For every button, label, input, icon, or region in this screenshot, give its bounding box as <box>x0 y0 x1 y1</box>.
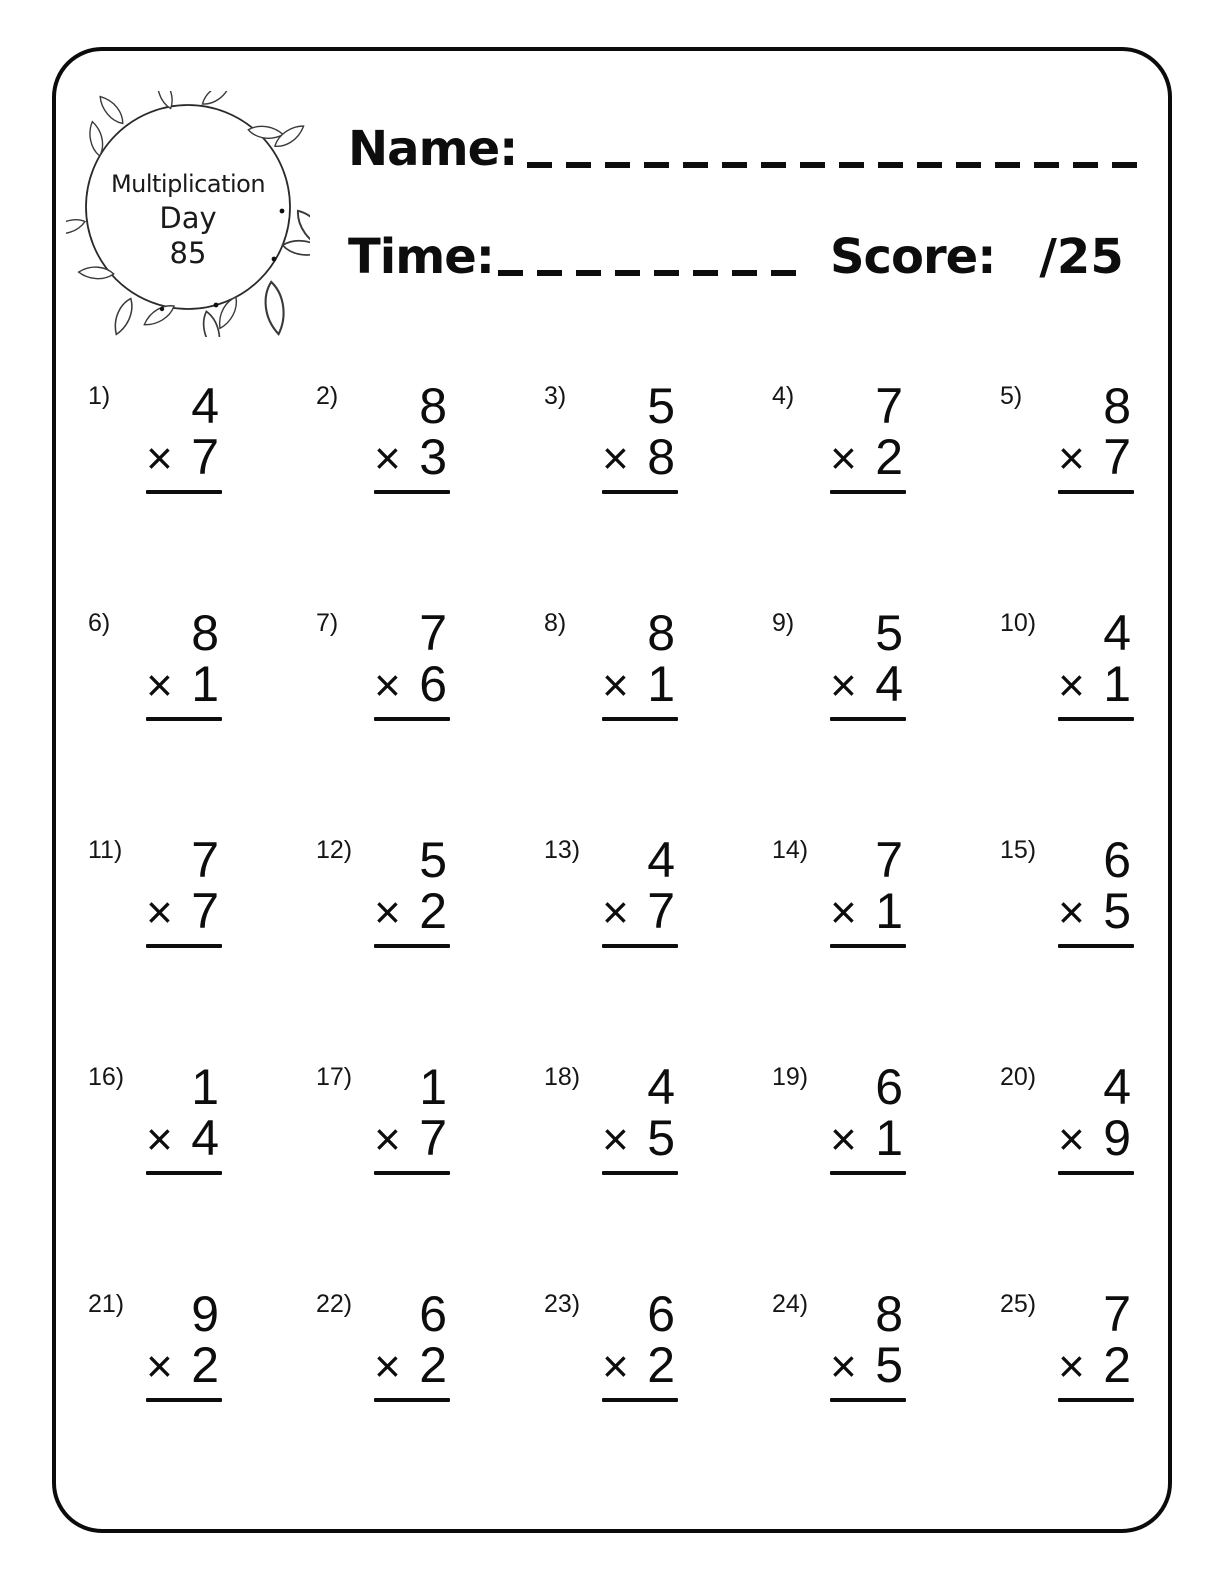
problems-grid <box>75 367 1215 1502</box>
multiplicand: 5 <box>419 832 447 888</box>
problem <box>602 832 678 948</box>
multiplier: 5 <box>1103 883 1131 939</box>
problem <box>830 605 906 721</box>
problem <box>830 1286 906 1402</box>
multiplicand: 7 <box>191 832 219 888</box>
multiply-icon: × <box>602 886 629 938</box>
problem-number: 22) <box>316 1290 353 1318</box>
multiplicand: 7 <box>419 605 447 661</box>
multiplicand: 4 <box>647 1059 675 1115</box>
multiplier: 8 <box>647 429 675 485</box>
problem-number: 4) <box>772 382 795 410</box>
answer-line <box>374 490 450 494</box>
problem-number: 14) <box>772 836 809 864</box>
multiplier: 2 <box>1103 1337 1131 1393</box>
problem-cell <box>75 1048 303 1275</box>
multiply-icon: × <box>602 1340 629 1392</box>
multiplier: 4 <box>191 1110 219 1166</box>
problem-number: 2) <box>316 382 339 410</box>
multiply-icon: × <box>146 1340 173 1392</box>
multiplier: 1 <box>1103 656 1131 712</box>
time-blank-line <box>498 270 804 276</box>
problem-number: 1) <box>88 382 111 410</box>
problem <box>830 832 906 948</box>
time-label: Time: <box>348 229 494 285</box>
answer-line <box>602 1398 678 1402</box>
multiplicand: 8 <box>419 378 447 434</box>
problem-cell <box>987 1048 1215 1275</box>
answer-line <box>146 1398 222 1402</box>
answer-line <box>1058 1171 1134 1175</box>
problem-number: 3) <box>544 382 567 410</box>
problem <box>602 605 678 721</box>
multiplier: 5 <box>875 1337 903 1393</box>
answer-line <box>1058 944 1134 948</box>
multiplicand: 8 <box>1103 378 1131 434</box>
multiplicand: 8 <box>875 1286 903 1342</box>
answer-line <box>830 1398 906 1402</box>
multiply-icon: × <box>1058 659 1085 711</box>
multiplier: 1 <box>191 656 219 712</box>
problem <box>374 605 450 721</box>
multiplicand: 4 <box>191 378 219 434</box>
problem <box>146 1059 222 1175</box>
answer-line <box>602 717 678 721</box>
multiply-icon: × <box>374 886 401 938</box>
problem-cell <box>75 594 303 821</box>
problem-number: 20) <box>1000 1063 1037 1091</box>
problem-number: 19) <box>772 1063 809 1091</box>
multiplier: 1 <box>875 883 903 939</box>
problem-cell <box>531 1275 759 1502</box>
problem <box>374 1059 450 1175</box>
name-field-row <box>348 121 1150 177</box>
score-label: Score: <box>829 229 996 285</box>
multiplier: 2 <box>647 1337 675 1393</box>
multiplier: 7 <box>419 1110 447 1166</box>
multiplier: 3 <box>419 429 447 485</box>
multiply-icon: × <box>146 1113 173 1165</box>
multiply-icon: × <box>1058 1113 1085 1165</box>
multiply-icon: × <box>374 432 401 484</box>
problem-cell <box>303 367 531 594</box>
answer-line <box>374 944 450 948</box>
multiplier: 1 <box>647 656 675 712</box>
multiplicand: 7 <box>875 832 903 888</box>
multiplicand: 9 <box>191 1286 219 1342</box>
problem-number: 17) <box>316 1063 353 1091</box>
problem-number: 13) <box>544 836 581 864</box>
problem-number: 5) <box>1000 382 1023 410</box>
problem-cell <box>531 1048 759 1275</box>
multiplicand: 4 <box>1103 1059 1131 1115</box>
multiply-icon: × <box>374 1113 401 1165</box>
multiplicand: 7 <box>1103 1286 1131 1342</box>
answer-line <box>830 717 906 721</box>
problem-number: 6) <box>88 609 111 637</box>
problem-cell <box>759 821 987 1048</box>
logo-number: 85 <box>169 236 207 270</box>
multiply-icon: × <box>602 1113 629 1165</box>
answer-line <box>830 490 906 494</box>
multiplicand: 8 <box>191 605 219 661</box>
multiplier: 5 <box>647 1110 675 1166</box>
problem-cell <box>987 594 1215 821</box>
multiply-icon: × <box>146 432 173 484</box>
name-blank-line <box>527 162 1150 168</box>
problem-number: 16) <box>88 1063 125 1091</box>
problem <box>830 378 906 494</box>
problem <box>602 1286 678 1402</box>
problem-cell <box>531 367 759 594</box>
answer-line <box>374 717 450 721</box>
multiplier: 7 <box>647 883 675 939</box>
multiplier: 4 <box>875 656 903 712</box>
multiply-icon: × <box>830 659 857 711</box>
problem-number: 24) <box>772 1290 809 1318</box>
problem-cell <box>75 367 303 594</box>
multiply-icon: × <box>830 1113 857 1165</box>
answer-line <box>146 1171 222 1175</box>
problem-number: 25) <box>1000 1290 1037 1318</box>
multiply-icon: × <box>830 432 857 484</box>
multiply-icon: × <box>830 1340 857 1392</box>
multiplicand: 5 <box>875 605 903 661</box>
problem <box>1058 378 1134 494</box>
answer-line <box>374 1171 450 1175</box>
multiplier: 2 <box>191 1337 219 1393</box>
answer-line <box>602 944 678 948</box>
problem-number: 10) <box>1000 609 1037 637</box>
multiplicand: 1 <box>419 1059 447 1115</box>
problem <box>1058 832 1134 948</box>
problem <box>146 378 222 494</box>
multiply-icon: × <box>830 886 857 938</box>
multiply-icon: × <box>146 659 173 711</box>
problem <box>1058 1286 1134 1402</box>
multiplicand: 5 <box>647 378 675 434</box>
multiplicand: 6 <box>1103 832 1131 888</box>
problem-number: 12) <box>316 836 353 864</box>
answer-line <box>1058 490 1134 494</box>
multiply-icon: × <box>602 659 629 711</box>
answer-line <box>146 717 222 721</box>
problem-cell <box>75 1275 303 1502</box>
worksheet-border <box>52 47 1172 1533</box>
multiplicand: 7 <box>875 378 903 434</box>
problem <box>1058 1059 1134 1175</box>
problem <box>146 832 222 948</box>
problem-cell <box>303 1048 531 1275</box>
multiplicand: 8 <box>647 605 675 661</box>
multiplier: 2 <box>419 1337 447 1393</box>
multiplicand: 6 <box>419 1286 447 1342</box>
problem-cell <box>303 821 531 1048</box>
answer-line <box>374 1398 450 1402</box>
name-label: Name: <box>348 121 518 177</box>
problem <box>146 1286 222 1402</box>
problem <box>830 1059 906 1175</box>
multiplicand: 1 <box>191 1059 219 1115</box>
logo-day: Day <box>159 201 217 235</box>
multiplier: 2 <box>875 429 903 485</box>
answer-line <box>146 944 222 948</box>
answer-line <box>1058 717 1134 721</box>
answer-line <box>1058 1398 1134 1402</box>
score-value: /25 <box>1039 229 1124 285</box>
multiplier: 7 <box>1103 429 1131 485</box>
problem-cell <box>303 1275 531 1502</box>
problem-cell <box>531 594 759 821</box>
answer-line <box>146 490 222 494</box>
multiply-icon: × <box>374 659 401 711</box>
multiply-icon: × <box>374 1340 401 1392</box>
problem-number: 9) <box>772 609 795 637</box>
problem-number: 18) <box>544 1063 581 1091</box>
problem <box>602 1059 678 1175</box>
multiplicand: 6 <box>647 1286 675 1342</box>
problem-cell <box>987 821 1215 1048</box>
multiplier: 7 <box>191 883 219 939</box>
multiply-icon: × <box>1058 886 1085 938</box>
problem-cell <box>987 1275 1215 1502</box>
multiply-icon: × <box>1058 432 1085 484</box>
problem-cell <box>759 367 987 594</box>
problem-number: 7) <box>316 609 339 637</box>
problem <box>374 378 450 494</box>
problem-cell <box>987 367 1215 594</box>
problem <box>1058 605 1134 721</box>
problem-cell <box>759 1048 987 1275</box>
problem-cell <box>759 1275 987 1502</box>
problem <box>602 378 678 494</box>
answer-line <box>602 490 678 494</box>
problem-number: 21) <box>88 1290 125 1318</box>
multiplier: 1 <box>875 1110 903 1166</box>
problem-number: 15) <box>1000 836 1037 864</box>
multiplier: 9 <box>1103 1110 1131 1166</box>
multiply-icon: × <box>1058 1340 1085 1392</box>
answer-line <box>830 944 906 948</box>
multiplicand: 6 <box>875 1059 903 1115</box>
multiplicand: 4 <box>1103 605 1131 661</box>
problem-number: 23) <box>544 1290 581 1318</box>
problem-number: 11) <box>88 836 123 864</box>
problem-cell <box>531 821 759 1048</box>
problem <box>374 832 450 948</box>
multiply-icon: × <box>602 432 629 484</box>
answer-line <box>602 1171 678 1175</box>
problem <box>374 1286 450 1402</box>
problem-cell <box>75 821 303 1048</box>
answer-line <box>830 1171 906 1175</box>
multiplier: 7 <box>191 429 219 485</box>
problem-cell <box>759 594 987 821</box>
time-score-row <box>348 229 1150 285</box>
problem-number: 8) <box>544 609 567 637</box>
problem <box>146 605 222 721</box>
logo-title: Multiplication <box>110 170 266 198</box>
worksheet-logo <box>66 91 310 337</box>
multiplier: 2 <box>419 883 447 939</box>
multiply-icon: × <box>146 886 173 938</box>
multiplicand: 4 <box>647 832 675 888</box>
multiplier: 6 <box>419 656 447 712</box>
problem-cell <box>303 594 531 821</box>
